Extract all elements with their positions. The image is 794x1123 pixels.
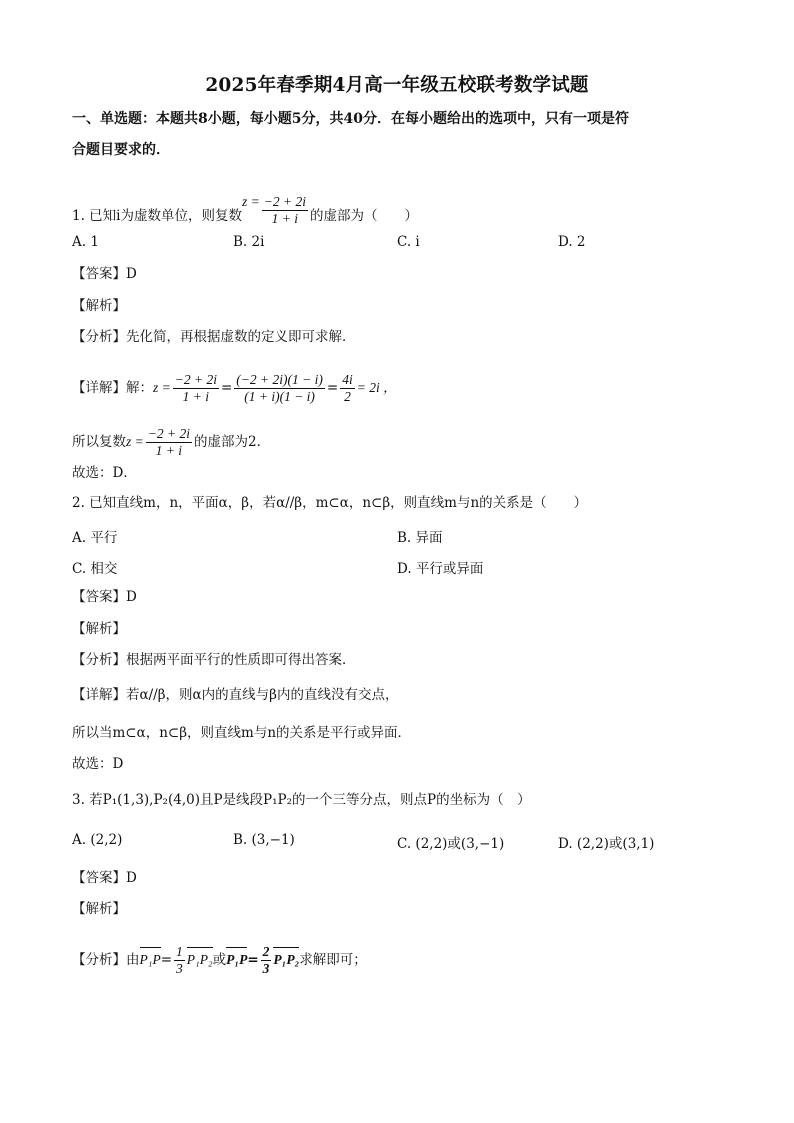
q1-z-den: 1 + i [271,211,299,226]
q1-xj-f3-num: 4i [342,372,353,387]
q3-third-den: 3 [176,961,183,976]
q1-z-lhs: z = [242,194,260,209]
q1-stem-pre: 1. 已知i为虚数单位，则复数 [72,208,242,224]
q3-fenxi-post: 求解即可； [299,952,367,968]
q2-xiangjie: 【详解】若α//β，则α内的直线与β内的直线没有交点， [72,687,399,703]
section-heading-line2: 合题目要求的． [72,142,170,158]
q1-xj-eq1: = [220,380,233,396]
q1-so-pre: 所以复数 [72,434,126,450]
page-title: 2025年春季期4月高一年级五校联考数学试题 [205,75,589,96]
q3-option-b: B. (3,−1) [233,832,295,848]
q1-so-den: 1 + i [155,443,183,458]
q1-analysis-head: 【解析】 [72,298,126,314]
q2-analysis-head: 【解析】 [72,621,126,637]
q1-answer: 【答案】D [72,266,137,282]
q3-analysis-head: 【解析】 [72,901,126,917]
q1-option-b: B. 2i [233,234,265,250]
q3-two-thirds-fraction [261,944,272,977]
q1-z-fraction [262,194,308,227]
q3-vector-p1p: P₁P [139,952,161,967]
q1-xj-fraction-3 [340,372,355,405]
q1-option-c: C. i [397,234,420,250]
q3-two-num: 2 [262,944,270,959]
q1-choose: 故选：D． [72,465,137,481]
q1-xj-fraction-1 [173,372,219,405]
q1-xj-fraction-2 [234,372,325,405]
q3-vector-p1p2: P₁P₂ [186,952,213,967]
q1-z-num: −2 + 2i [263,194,306,209]
q3-vector-p1p2-bold: P₁P₂ [273,952,300,967]
q1-stem-post: 的虚部为（ ） [309,208,418,224]
q3-vector-p1p-bold: P₁P [226,952,248,967]
q1-so-z: z = [126,434,144,449]
q2-option-c: C. 相交 [72,561,118,577]
q1-xj-f2-num: (−2 + 2i)(1 − i) [236,372,323,387]
q1-xj-tail: = 2i ， [356,380,397,395]
q3-fenxi-pre: 【分析】由 [72,952,140,968]
q1-fenxi: 【分析】先化简，再根据虚数的定义即可求解． [72,329,356,345]
q2-option-a: A. 平行 [72,530,118,546]
q1-xj-f1-den: 1 + i [182,389,210,404]
q1-option-d: D. 2 [558,234,586,250]
q3-third-fraction [174,944,185,977]
q3-stem: 3. 若P₁(1,3),P₂(4,0)且P是线段P₁P₂的一个三等分点，则点P的坐标为（ ） [72,792,531,808]
q1-so-num: −2 + 2i [147,426,190,441]
q1-xj-z: z = [153,380,171,395]
q3-or: 或 [212,952,227,968]
q1-so-fraction [146,426,192,459]
q3-option-a: A. (2,2) [72,832,123,848]
q1-so [72,426,270,459]
q2-choose: 故选：D [72,756,124,772]
q1-stem [72,194,418,233]
q3-eq: = [160,952,172,968]
q1-option-a: A. 1 [72,234,99,250]
q1-xj-f2-den: (1 + i)(1 − i) [244,389,315,404]
q3-third-num: 1 [176,944,183,959]
q2-answer: 【答案】D [72,589,137,605]
q2-fenxi: 【分析】根据两平面平行的性质即可得出答案． [72,652,356,668]
q2-option-b: B. 异面 [397,530,443,546]
section-heading-line1: 一、单选题：本题共8小题，每小题5分，共40分．在每小题给出的选项中，只有一项是符 [72,111,629,127]
q1-xiangjie-pre: 【详解】解： [72,380,153,396]
q3-option-d: D. (2,2)或(3,1) [558,836,655,852]
q3-eq2: = [247,952,259,968]
q2-so: 所以当m⊂α，n⊂β，则直线m与n的关系是平行或异面． [72,725,412,741]
q1-xj-f3-den: 2 [344,389,351,404]
q1-xj-f1-num: −2 + 2i [174,372,217,387]
q2-option-d: D. 平行或异面 [397,561,484,577]
q2-stem: 2. 已知直线m，n，平面α，β，若α//β，m⊂α，n⊂β，则直线m与n的关系是（ ） [72,495,588,511]
q1-xiangjie [72,372,397,405]
q3-fenxi [72,944,367,977]
q3-answer: 【答案】D [72,870,137,886]
q1-so-post: 的虚部为2． [193,434,271,450]
q3-two-den: 3 [262,961,270,976]
q1-xj-eq2: = [326,380,339,396]
q3-option-c: C. (2,2)或(3,−1) [397,836,505,852]
